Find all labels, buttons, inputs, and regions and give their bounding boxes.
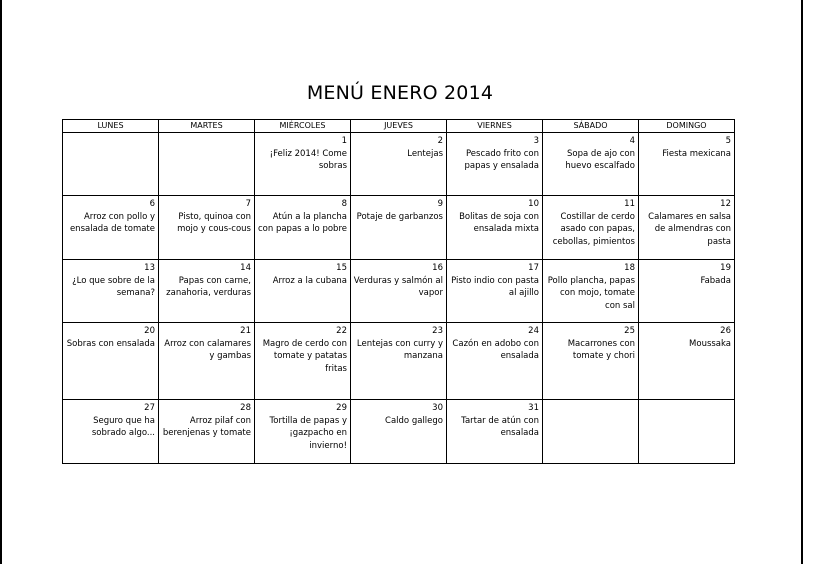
day-number: 8: [341, 199, 347, 209]
day-cell: [159, 196, 255, 260]
meal-text: Fabada: [700, 275, 731, 286]
meal-text: Sobras con ensalada: [66, 338, 155, 349]
day-cell: [255, 400, 351, 464]
day-cell: [447, 323, 543, 400]
weekday-header: LUNES: [63, 120, 159, 133]
day-cell: [351, 323, 447, 400]
meal-text: Calamares en salsa de almendras con pasta: [648, 211, 731, 247]
day-number: 19: [720, 263, 731, 273]
day-number: 30: [432, 403, 443, 413]
day-cell: [543, 133, 639, 196]
day-cell: [351, 400, 447, 464]
day-number: 15: [336, 263, 347, 273]
meal-text: Macarrones con tomate y chori: [567, 338, 635, 361]
day-cell: [63, 400, 159, 464]
day-number: 7: [245, 199, 251, 209]
meal-text: Papas con carne, zanahoria, verduras: [166, 275, 251, 298]
day-cell: [159, 133, 255, 196]
meal-text: Atún a la plancha con papas a lo pobre: [257, 211, 347, 234]
meal-text: Fiesta mexicana: [662, 148, 731, 159]
day-number: 12: [720, 199, 731, 209]
day-number: 23: [432, 326, 443, 336]
page-title: MENÚ ENERO 2014: [306, 82, 494, 104]
meal-text: Verduras y salmón al vapor: [353, 275, 443, 298]
page-edge-right: [801, 0, 803, 564]
week-row: [63, 133, 735, 196]
meal-text: ¿Lo que sobre de la semana?: [72, 275, 155, 298]
day-cell: [255, 323, 351, 400]
calendar-table: [62, 119, 735, 464]
meal-text: Pollo plancha, papas con mojo, tomate con sal: [547, 275, 635, 311]
meal-text: Cazón en adobo con ensalada: [452, 338, 539, 361]
day-number: 29: [336, 403, 347, 413]
day-number: 10: [528, 199, 539, 209]
day-cell: [159, 323, 255, 400]
day-cell: [255, 133, 351, 196]
meal-text: Potaje de garbanzos: [356, 211, 443, 222]
day-cell: [543, 196, 639, 260]
meal-text: Lentejas con curry y manzana: [356, 338, 443, 361]
meal-text: Caldo gallego: [385, 415, 443, 426]
day-cell: [447, 133, 543, 196]
day-cell: [543, 323, 639, 400]
weekday-header: DOMINGO: [639, 120, 735, 133]
weekday-header: VIERNES: [447, 120, 543, 133]
meal-text: Bolitas de soja con ensalada mixta: [459, 211, 539, 234]
meal-text: Sopa de ajo con huevo escalfado: [565, 148, 635, 171]
week-row: [63, 323, 735, 400]
meal-text: Moussaka: [689, 338, 731, 349]
day-number: 27: [144, 403, 155, 413]
day-number: 11: [624, 199, 635, 209]
day-number: 17: [528, 263, 539, 273]
meal-text: ¡Feliz 2014! Come sobras: [269, 148, 347, 171]
day-cell: [639, 323, 735, 400]
meal-text: Lentejas: [407, 148, 443, 159]
day-number: 16: [432, 263, 443, 273]
day-cell: [447, 400, 543, 464]
weekday-header: JUEVES: [351, 120, 447, 133]
day-cell: [639, 400, 735, 464]
day-number: 14: [240, 263, 251, 273]
day-cell: [159, 400, 255, 464]
day-cell: [63, 196, 159, 260]
meal-text: Arroz a la cubana: [272, 275, 347, 286]
meal-text: Seguro que ha sobrado algo...: [91, 415, 155, 438]
day-number: 18: [624, 263, 635, 273]
meal-text: Pisto, quinoa con mojo y cous-cous: [177, 211, 251, 234]
day-number: 5: [725, 136, 731, 146]
day-cell: [351, 196, 447, 260]
day-number: 9: [437, 199, 443, 209]
week-row: [63, 260, 735, 323]
day-cell: [351, 260, 447, 323]
meal-text: Arroz con pollo y ensalada de tomate: [69, 211, 155, 234]
day-cell: [63, 133, 159, 196]
meal-text: Tortilla de papas y ¡gazpacho en invierno!: [269, 415, 347, 451]
day-cell: [639, 260, 735, 323]
weekday-header: SÁBADO: [543, 120, 639, 133]
day-number: 3: [533, 136, 539, 146]
day-number: 25: [624, 326, 635, 336]
weekday-header: MIÉRCOLES: [255, 120, 351, 133]
week-row: [63, 196, 735, 260]
day-cell: [543, 260, 639, 323]
meal-text: Pisto indio con pasta al ajillo: [451, 275, 539, 298]
meal-text: Arroz con calamares y gambas: [164, 338, 251, 361]
day-number: 24: [528, 326, 539, 336]
day-cell: [255, 196, 351, 260]
meal-text: Costillar de cerdo asado con papas, cebollas, pimientos: [552, 211, 635, 247]
day-number: 13: [144, 263, 155, 273]
day-cell: [639, 196, 735, 260]
day-cell: [543, 400, 639, 464]
day-cell: [351, 133, 447, 196]
meal-text: Magro de cerdo con tomate y patatas fritas: [262, 338, 347, 374]
day-cell: [447, 260, 543, 323]
day-number: 6: [149, 199, 155, 209]
day-number: 21: [240, 326, 251, 336]
day-cell: [63, 323, 159, 400]
day-cell: [447, 196, 543, 260]
day-number: 4: [629, 136, 635, 146]
day-number: 31: [528, 403, 539, 413]
meal-text: Arroz pilaf con berenjenas y tomate: [162, 415, 251, 438]
day-number: 22: [336, 326, 347, 336]
meal-text: Tartar de atún con ensalada: [461, 415, 539, 438]
day-number: 2: [437, 136, 443, 146]
week-row: [63, 400, 735, 464]
meal-text: Pescado frito con papas y ensalada: [464, 148, 539, 171]
day-cell: [159, 260, 255, 323]
day-number: 26: [720, 326, 731, 336]
weekday-header-row: [63, 120, 735, 133]
day-cell: [63, 260, 159, 323]
day-cell: [639, 133, 735, 196]
weekday-header: MARTES: [159, 120, 255, 133]
day-number: 28: [240, 403, 251, 413]
day-cell: [255, 260, 351, 323]
day-number: 20: [144, 326, 155, 336]
day-number: 1: [341, 136, 347, 146]
